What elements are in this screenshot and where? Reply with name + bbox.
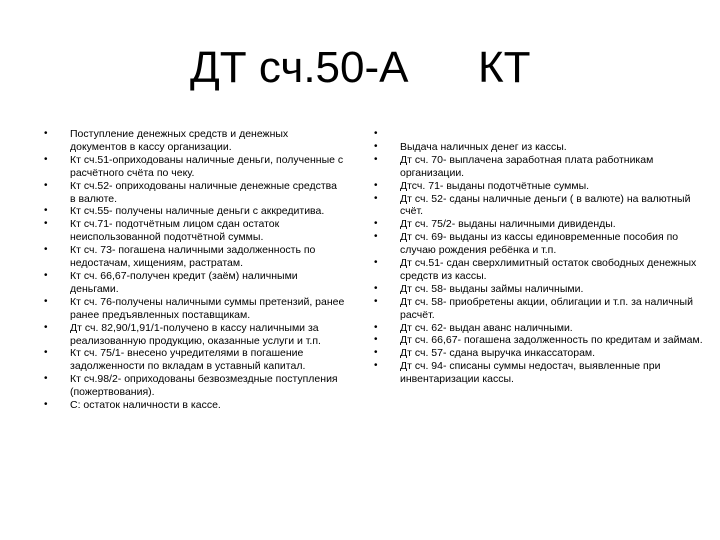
- credit-list-item: [374, 282, 710, 296]
- list-item-text: Кт сч. 76-получены наличными суммы претензий, ранее ранее предъявленных поставщикам.: [70, 295, 345, 321]
- bullet-icon: •: [374, 192, 378, 204]
- bullet-icon: •: [374, 360, 378, 372]
- bullet-icon: •: [44, 295, 48, 307]
- bullet-icon: •: [374, 282, 378, 294]
- page-title-credit: КТ: [478, 43, 531, 92]
- list-item-text: Дт сч. 94- списаны суммы недостач, выявленные при инвентаризации кассы.: [400, 360, 661, 386]
- bullet-icon: •: [44, 153, 48, 165]
- list-item-text: Кт сч.71- подотчётным лицом сдан остаток неиспользованной подотчётной суммы.: [70, 218, 280, 244]
- debit-list-item: [44, 128, 345, 154]
- debit-list-item: [44, 205, 345, 218]
- credit-list-item: [374, 231, 710, 257]
- debit-list-item: [44, 373, 345, 399]
- debit-list-item: [44, 347, 345, 373]
- credit-list-item: [374, 153, 710, 180]
- bullet-icon: •: [44, 269, 48, 281]
- credit-list: [374, 128, 710, 386]
- credit-list-item: [374, 295, 710, 322]
- list-item-text: Дт сч. 57- сдана выручка инкассаторам.: [400, 347, 596, 360]
- bullet-icon: •: [44, 399, 48, 411]
- debit-list-item: [44, 244, 345, 270]
- bullet-icon: •: [374, 153, 378, 165]
- list-item-text: Дт сч. 58- выданы займы наличными.: [400, 282, 584, 295]
- bullet-icon: •: [44, 347, 48, 359]
- list-item-text: Кт сч. 75/1- внесено учредителями в погашение задолженности по вкладам в уставный капитал.: [70, 347, 306, 373]
- credit-list-item: [374, 128, 710, 141]
- bullet-icon: •: [44, 205, 48, 217]
- debit-list-item: [44, 269, 345, 296]
- credit-list-item: [374, 192, 710, 219]
- bullet-icon: •: [44, 179, 48, 191]
- list-item-text: Дт сч. 58- приобретены акции, облигации и т.п. за наличный расчёт.: [400, 295, 693, 321]
- list-item-text: Поступление денежных средств и денежных документов в кассу организации.: [70, 128, 289, 153]
- list-item-text: Дт сч.51- сдан сверхлимитный остаток свободных денежных средств из кассы.: [400, 257, 697, 282]
- bullet-icon: •: [44, 244, 48, 256]
- page-title-debit: ДТ сч.50-А: [190, 43, 409, 92]
- credit-list-item: [374, 140, 710, 154]
- bullet-icon: •: [374, 347, 378, 359]
- credit-list-item: [374, 257, 710, 283]
- list-item-text: Дтсч. 71- выданы подотчётные суммы.: [400, 179, 590, 192]
- bullet-icon: •: [374, 140, 378, 152]
- list-item-text: Кт сч.98/2- оприходованы безвозмездные поступления (пожертвования).: [70, 373, 338, 399]
- list-item-text: С: остаток наличности в кассе.: [70, 399, 221, 412]
- list-item-text: Дт сч. 52- сданы наличные деньги ( в валюте) на валютный счёт.: [400, 192, 691, 218]
- bullet-icon: •: [44, 373, 48, 385]
- debit-list-item: [44, 153, 345, 180]
- credit-list-item: [374, 321, 710, 335]
- debit-list-item: [44, 321, 345, 348]
- bullet-icon: •: [374, 321, 378, 333]
- list-item-text: Выдача наличных денег из кассы.: [400, 140, 567, 153]
- list-item-text: Дт сч. 82,90/1,91/1-получено в кассу наличными за реализованную продукцию, оказанные услуги и т.п.: [70, 321, 321, 347]
- list-item-text: Дт сч. 70- выплачена заработная плата работникам организации.: [400, 153, 654, 179]
- list-item-text: Кт сч. 66,67-получен кредит (заём) наличными деньгами.: [70, 269, 298, 295]
- debit-list: [44, 128, 345, 412]
- bullet-icon: •: [374, 231, 378, 243]
- bullet-icon: •: [374, 257, 378, 269]
- bullet-icon: •: [374, 334, 378, 346]
- credit-list-item: [374, 347, 710, 360]
- list-item-text: Кт сч.51-оприходованы наличные деньги, полученные с расчётного счёта по чеку.: [70, 153, 344, 179]
- list-item-text: Дт сч. 62- выдан аванс наличными.: [400, 321, 573, 334]
- bullet-icon: •: [374, 295, 378, 307]
- list-item-text: Дт сч. 69- выданы из кассы единовременные пособия по случаю рождения ребёнка и т.п.: [400, 231, 679, 257]
- list-item-text: Дт сч. 66,67- погашена задолженность по кредитам и займам.: [400, 334, 703, 347]
- credit-list-item: [374, 360, 710, 386]
- bullet-icon: •: [374, 218, 378, 230]
- bullet-icon: •: [374, 179, 378, 191]
- debit-list-item: [44, 295, 345, 322]
- credit-list-item: [374, 218, 710, 231]
- list-item-text: Дт сч. 75/2- выданы наличными дивиденды.: [400, 218, 616, 231]
- list-item-text: Кт сч. 73- погашена наличными задолженность по недостачам, хищениям, растратам.: [70, 244, 316, 270]
- credit-list-item: [374, 334, 710, 347]
- debit-list-item: [44, 179, 345, 206]
- debit-list-item: [44, 399, 345, 412]
- credit-list-item: [374, 179, 710, 193]
- list-item-text: Кт сч.52- оприходованы наличные денежные средства в валюте.: [70, 179, 337, 205]
- debit-list-item: [44, 218, 345, 244]
- bullet-icon: •: [44, 321, 48, 333]
- list-item-text: Кт сч.55- получены наличные деньги с аккредитива.: [70, 205, 325, 218]
- bullet-icon: •: [374, 128, 378, 139]
- bullet-icon: •: [44, 128, 48, 139]
- bullet-icon: •: [44, 218, 48, 230]
